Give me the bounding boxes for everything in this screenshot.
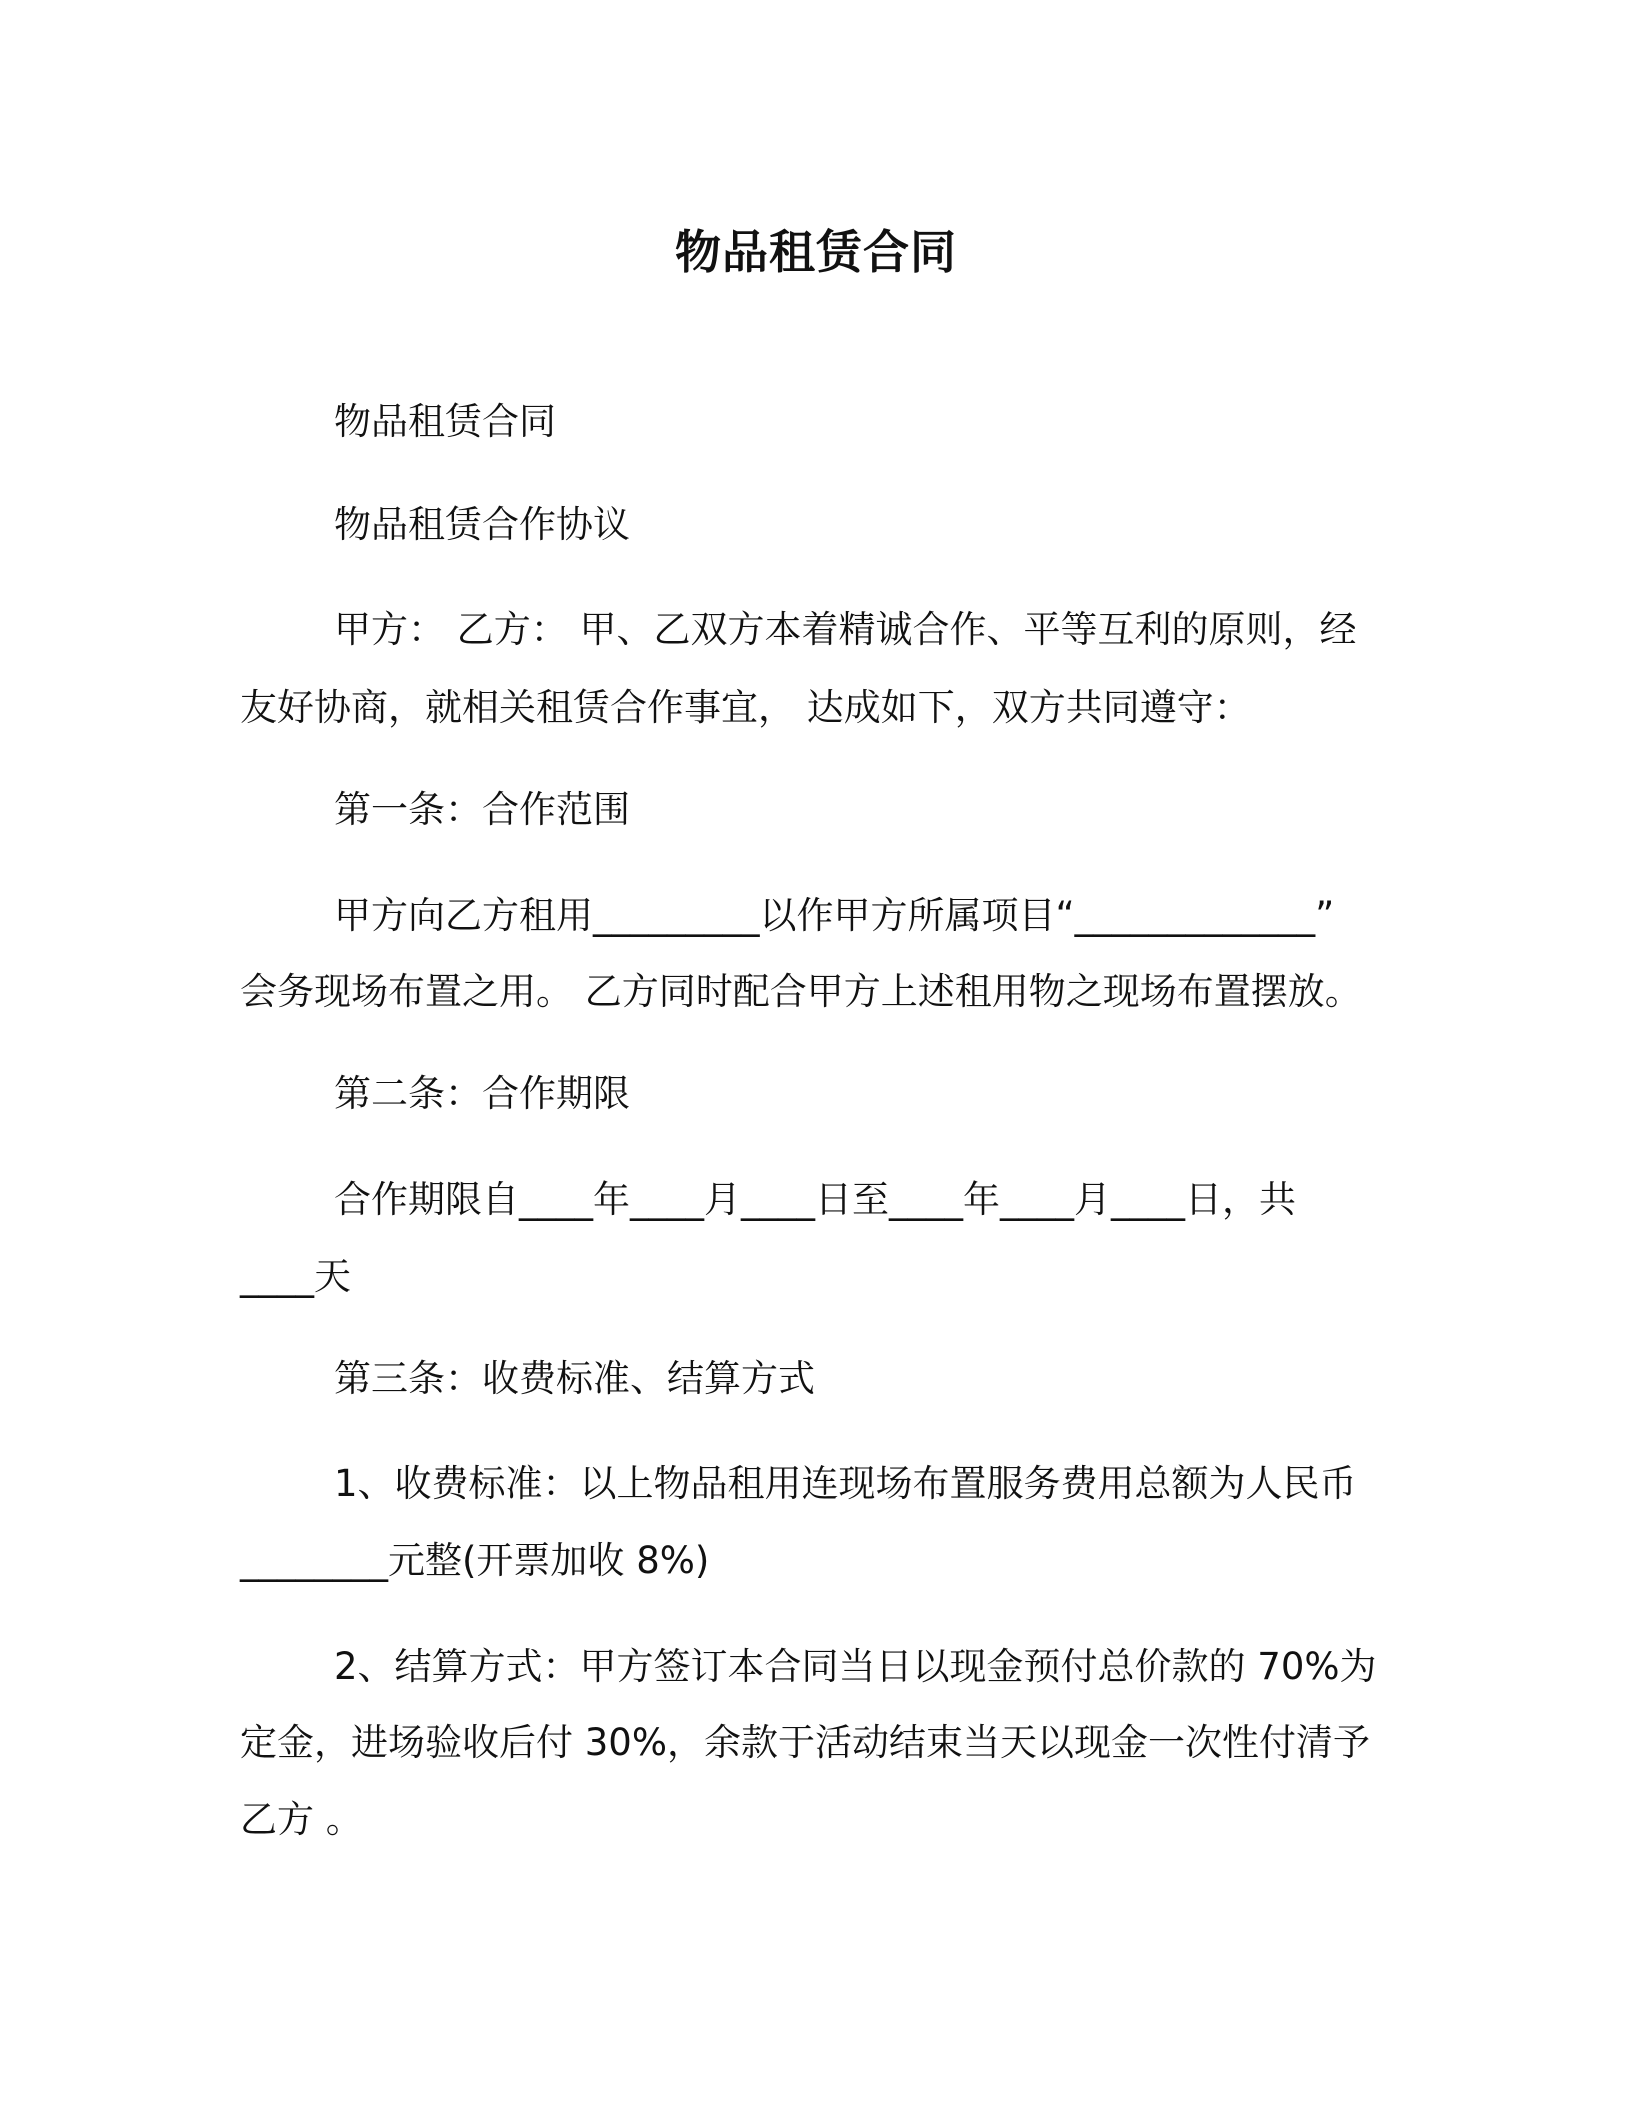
article-1-text-line-2: 会务现场布置之用。 乙方同时配合甲方上述租用物之现场布置摆放。 [240, 970, 1362, 1013]
document-title: 物品租赁合同 [675, 225, 957, 279]
paragraph-parties-line-1: 甲方： 乙方： 甲、乙双方本着精诚合作、平等互利的原则，经 [334, 608, 1357, 651]
fee-standard-line-1: 1、收费标准：以上物品租用连现场布置服务费用总额为人民币 [334, 1462, 1357, 1505]
paragraph-parties-line-2: 友好协商，就相关租赁合作事宜， 达成如下，双方共同遵守： [240, 686, 1251, 729]
article-2-text-line-1: 合作期限自____年____月____日至____年____月____日，共 [334, 1178, 1296, 1221]
article-2-text-line-2: ____天 [240, 1255, 351, 1298]
paragraph-subtitle: 物品租赁合同 [334, 400, 556, 443]
fee-standard-line-2: ________元整(开票加收 8%) [240, 1539, 710, 1582]
settlement-line-2: 定金，进场验收后付 30%，余款于活动结束当天以现金一次性付清予 [240, 1721, 1370, 1764]
paragraph-agreement-name: 物品租赁合作协议 [334, 503, 630, 546]
settlement-line-1: 2、结算方式：甲方签订本合同当日以现金预付总价款的 70%为 [334, 1645, 1377, 1688]
article-1-text-line-1: 甲方向乙方租用_________以作甲方所属项目“_____________” [334, 894, 1335, 937]
article-3-heading: 第三条：收费标准、结算方式 [334, 1357, 815, 1400]
article-1-heading: 第一条：合作范围 [334, 788, 630, 831]
article-2-heading: 第二条：合作期限 [334, 1072, 630, 1115]
settlement-line-3: 乙方 。 [240, 1798, 363, 1841]
